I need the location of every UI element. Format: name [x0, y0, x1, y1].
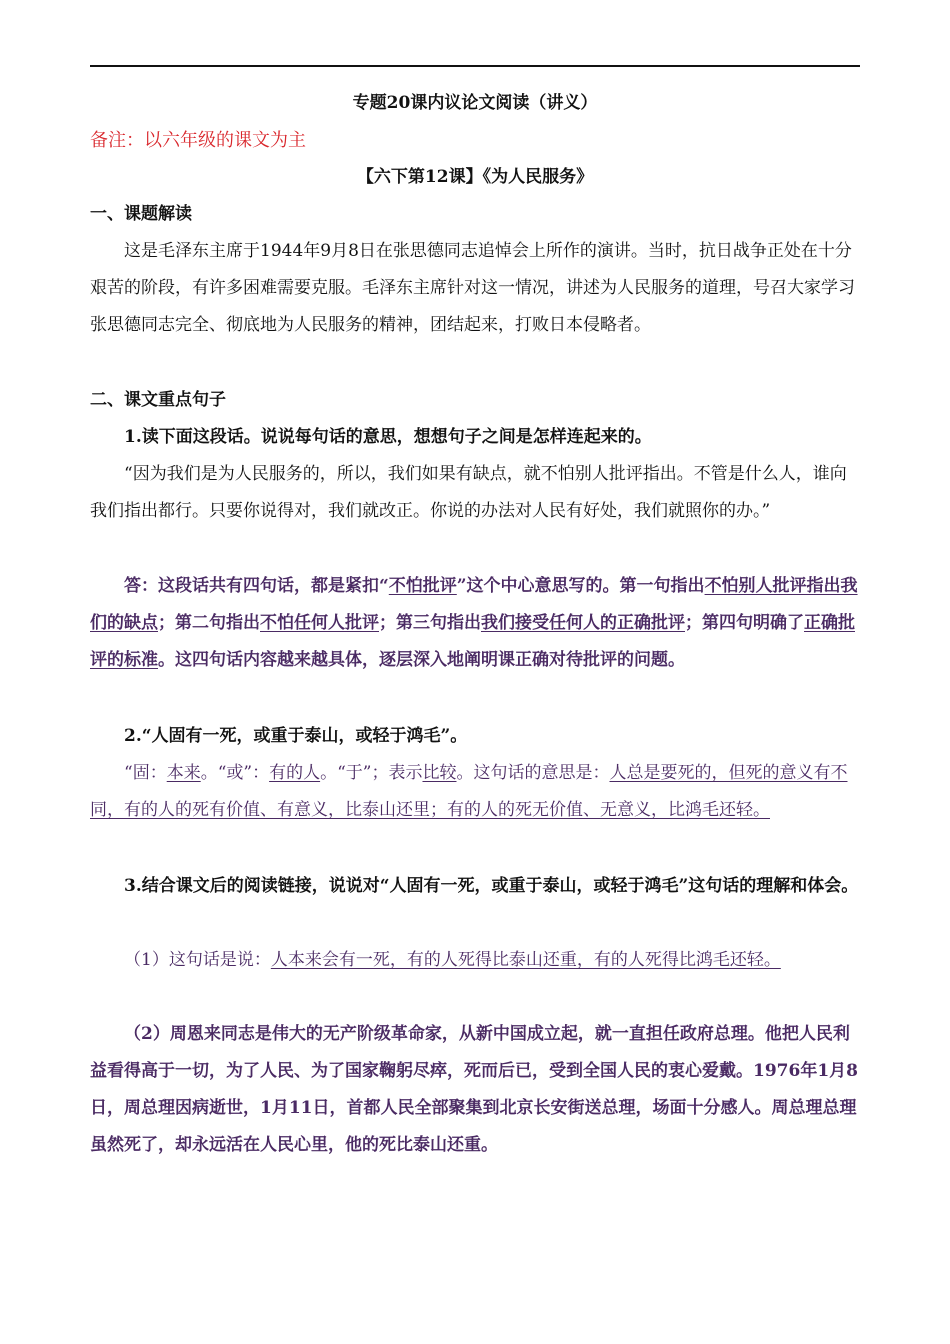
header-rule	[90, 65, 860, 67]
answer-1-text: 。这四句话内容越来越具体，逐层深入地阐明课正确对待批评的问题。	[158, 650, 685, 670]
answer-2-keypoint: 人总是要死的，但死的意义有不同，有的人的死有价值、有意义，比泰山还里；有的人的死无价值、无意义，比鸿毛还轻。	[90, 763, 848, 820]
answer-1-keypoint: 不怕任何人批评	[260, 613, 379, 633]
section1-heading: 一、课题解读	[90, 204, 192, 224]
question-3: 3.结合课文后的阅读链接，说说对“人固有一死，或重于泰山，或轻于鸿毛”这句话的理解和体会。	[124, 876, 859, 896]
answer-2-keypoint: 本来	[166, 763, 201, 783]
answer-1-keypoint: 我们接受任何人的正确批评	[481, 613, 685, 633]
note-line: 备注：以六年级的课文为主	[90, 130, 306, 151]
lesson-title: 【六下第12课】《为人民服务》	[356, 167, 594, 187]
question-1-quote: “因为我们是为人民服务的，所以，我们如果有缺点，就不怕别人批评指出。不管是什么人，谁向我们指出都行。只要你说得对，我们就改正。你说的办法对人民有好处，我们就照你的办。”	[90, 464, 847, 521]
answer-2-keypoint: 比较	[422, 763, 457, 783]
answer-1	[90, 568, 860, 679]
answer-1-text: 答：这段话共有四句话，都是紧扣“	[124, 576, 389, 596]
answer-1-text: ；第二句指出	[158, 613, 260, 633]
answer-1-keypoint: 不怕别人批评指出我们的缺点	[90, 576, 858, 633]
answer-2-text: 。这句话的意思是：	[456, 763, 610, 783]
answer-3-part-2: （2）周恩来同志是伟大的无产阶级革命家，从新中国成立起，就一直担任政府总理。他把人民利益看得高于一切，为了人民、为了国家鞠躬尽瘁，死而后已，受到全国人民的衷心爱戴。1976年1月8日，周总理因病逝世，1月11日，首都人民全部聚集到北京长安街送总理，场面十分感人。周总理总理虽然死了，却永远活在人民心里，他的死比泰山还重。	[90, 1024, 858, 1155]
answer-3-part-1	[90, 942, 860, 979]
document-title: 专题20课内议论文阅读（讲义）	[352, 93, 598, 113]
answer-1-text: ；第四句明确了	[685, 613, 804, 633]
answer-2-text: 。“于”；表示	[320, 763, 423, 783]
answer-1-text: ”这个中心意思写的。第一句指出	[456, 576, 705, 596]
section1-body: 这是毛泽东主席于1944年9月8日在张思德同志追悼会上所作的演讲。当时，抗日战争正处在十分艰苦的阶段，有许多困难需要克服。毛泽东主席针对这一情况，讲述为人民服务的道理，号召大家学习张思德同志完全、彻底地为人民服务的精神，团结起来，打败日本侵略者。	[90, 241, 855, 335]
section2-heading: 二、课文重点句子	[90, 390, 226, 410]
question-1: 1.读下面这段话。说说每句话的意思，想想句子之间是怎样连起来的。	[124, 427, 652, 447]
answer-1-keypoint: 不怕批评	[388, 576, 457, 596]
answer-2-text: 。“或”：	[200, 763, 270, 783]
question-2: 2.“人固有一死，或重于泰山，或轻于鸿毛”。	[124, 726, 468, 746]
answer-2-text: “固：	[124, 763, 167, 783]
answer-2-keypoint: 有的人	[269, 763, 321, 783]
answer-3-keypoint: 人本来会有一死，有的人死得比泰山还重，有的人死得比鸿毛还轻。	[270, 950, 781, 970]
answer-1-text: ；第三句指出	[379, 613, 481, 633]
answer-1-keypoint: 正确批评的标准	[90, 613, 855, 670]
answer-2	[90, 755, 860, 829]
answer-3-prefix: （1）这句话是说：	[124, 950, 271, 970]
